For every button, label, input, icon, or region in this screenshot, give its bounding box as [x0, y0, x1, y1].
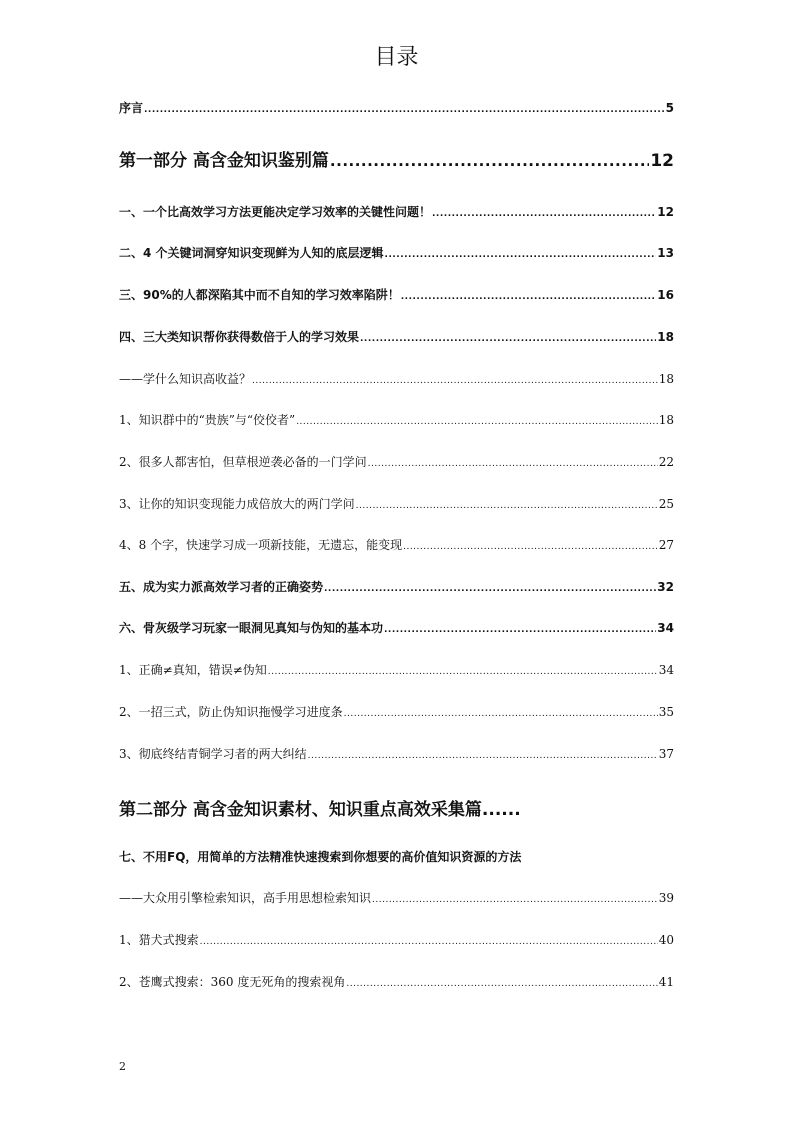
dot-leader [324, 584, 656, 594]
toc-entry-text: 3、让你的知识变现能力成倍放大的两门学问 [119, 497, 355, 511]
dot-leader [344, 709, 658, 719]
toc-entry-text: ——学什么知识高收益？ [119, 372, 252, 386]
toc-entry-page: 32 [657, 580, 674, 594]
dot-leader [200, 937, 658, 947]
toc-entry-text: 一、一个比高效学习方法更能决定学习效率的关键性问题！ [119, 205, 432, 219]
toc-entry-text: 1、知识群中的“贵族”与“佼佼者” [119, 413, 296, 427]
toc-entry-section[interactable] [119, 745, 674, 762]
dot-leader [372, 895, 658, 905]
toc-entry-page: 34 [657, 621, 674, 635]
toc-entry-text: 序言 [119, 101, 144, 115]
dot-leader [330, 152, 649, 170]
toc-entry-text: 1、正确≠真知，错误≠伪知 [119, 663, 267, 677]
toc-entry-preface[interactable] [119, 99, 674, 116]
toc-entry-text: 3、彻底终结青铜学习者的两大纠结 [119, 747, 307, 761]
dot-leader [296, 417, 658, 427]
dot-leader [384, 625, 656, 635]
toc-entry-chapter-6[interactable] [119, 619, 674, 636]
dot-leader [385, 250, 657, 260]
toc-entry-section[interactable] [119, 703, 674, 720]
page-number: 2 [119, 1060, 126, 1073]
toc-entry-page: 18 [657, 330, 674, 344]
toc-entry-chapter-4[interactable] [119, 328, 674, 345]
toc-entry-page: 41 [658, 975, 674, 989]
toc-entry-page: 18 [658, 372, 674, 386]
dot-leader [432, 209, 656, 219]
dot-leader [144, 105, 665, 115]
toc-entry-page: 35 [658, 705, 674, 719]
toc-entry-text: 2、苍鹰式搜索：360 度无死角的搜索视角 [119, 975, 346, 989]
toc-entry-subtitle[interactable] [119, 370, 674, 387]
toc-entry-page: 16 [657, 288, 674, 302]
toc-entry-section[interactable] [119, 973, 674, 990]
toc-entry-page: 39 [658, 891, 674, 905]
dot-leader [346, 979, 657, 989]
dot-leader [308, 751, 658, 761]
toc-part-2[interactable] [119, 795, 674, 820]
toc-entry-page: 27 [658, 538, 674, 552]
toc-entry-section[interactable] [119, 661, 674, 678]
toc-entry-text: 四、三大类知识帮你获得数倍于人的学习效果 [119, 330, 360, 344]
toc-entry-text: 1、猎犬式搜索 [119, 933, 199, 947]
dot-leader [252, 376, 658, 386]
toc-entry-text: 2、一招三式，防止伪知识拖慢学习进度条 [119, 705, 343, 719]
toc-part-1[interactable] [119, 146, 674, 171]
toc-entry-text: 第二部分 高含金知识素材、知识重点高效采集篇...... [119, 800, 521, 820]
toc-entry-text: ——大众用引擎检索知识，高手用思想检索知识 [119, 891, 372, 905]
toc-entry-chapter-2[interactable] [119, 244, 674, 261]
toc-entry-text: 六、骨灰级学习玩家一眼洞见真知与伪知的基本功 [119, 621, 384, 635]
toc-entry-text: 二、4 个关键词洞穿知识变现鲜为人知的底层逻辑 [119, 246, 384, 260]
toc-entry-text: 2、很多人都害怕，但草根逆袭必备的一门学问 [119, 455, 367, 469]
toc-entry-section[interactable] [119, 453, 674, 470]
dot-leader [356, 501, 658, 511]
toc-entry-text: 三、90%的人都深陷其中而不自知的学习效率陷阱！ [119, 288, 400, 302]
toc-entry-page: 40 [658, 933, 674, 947]
toc-entry-text: 五、成为实力派高效学习者的正确姿势 [119, 580, 324, 594]
page-title: 目录 [374, 45, 419, 70]
toc-entry-page: 22 [658, 455, 674, 469]
toc-entry-page: 13 [657, 246, 674, 260]
dot-leader [401, 292, 657, 302]
toc-entry-page: 25 [658, 497, 674, 511]
toc-entry-text: 4、8 个字，快速学习成一项新技能，无遗忘，能变现 [119, 538, 403, 552]
toc-entry-page: 5 [665, 101, 674, 115]
dot-leader [403, 542, 658, 552]
toc-entry-section[interactable] [119, 495, 674, 512]
toc-entry-section[interactable] [119, 411, 674, 428]
toc-entry-page: 34 [658, 663, 674, 677]
dot-leader [360, 334, 656, 344]
toc-entry-chapter-3[interactable] [119, 286, 674, 303]
dot-leader [368, 459, 658, 469]
toc-entry-section[interactable] [119, 931, 674, 948]
dot-leader [268, 667, 658, 677]
toc-entry-chapter-7[interactable] [119, 848, 674, 865]
toc-entry-text: 七、不用FQ，用简单的方法精准快速搜索到你想要的高价值知识资源的方法 [119, 850, 522, 864]
toc-entry-text: 第一部分 高含金知识鉴别篇 [119, 151, 329, 171]
toc-entry-page: 18 [658, 413, 674, 427]
toc-entry-subtitle[interactable] [119, 889, 674, 906]
toc-entry-chapter-1[interactable] [119, 203, 674, 220]
toc-entry-section[interactable] [119, 536, 674, 553]
toc-entry-chapter-5[interactable] [119, 578, 674, 595]
toc-entry-page: 12 [650, 151, 674, 171]
toc-entry-page: 37 [658, 747, 674, 761]
toc-entry-page: 12 [657, 205, 674, 219]
